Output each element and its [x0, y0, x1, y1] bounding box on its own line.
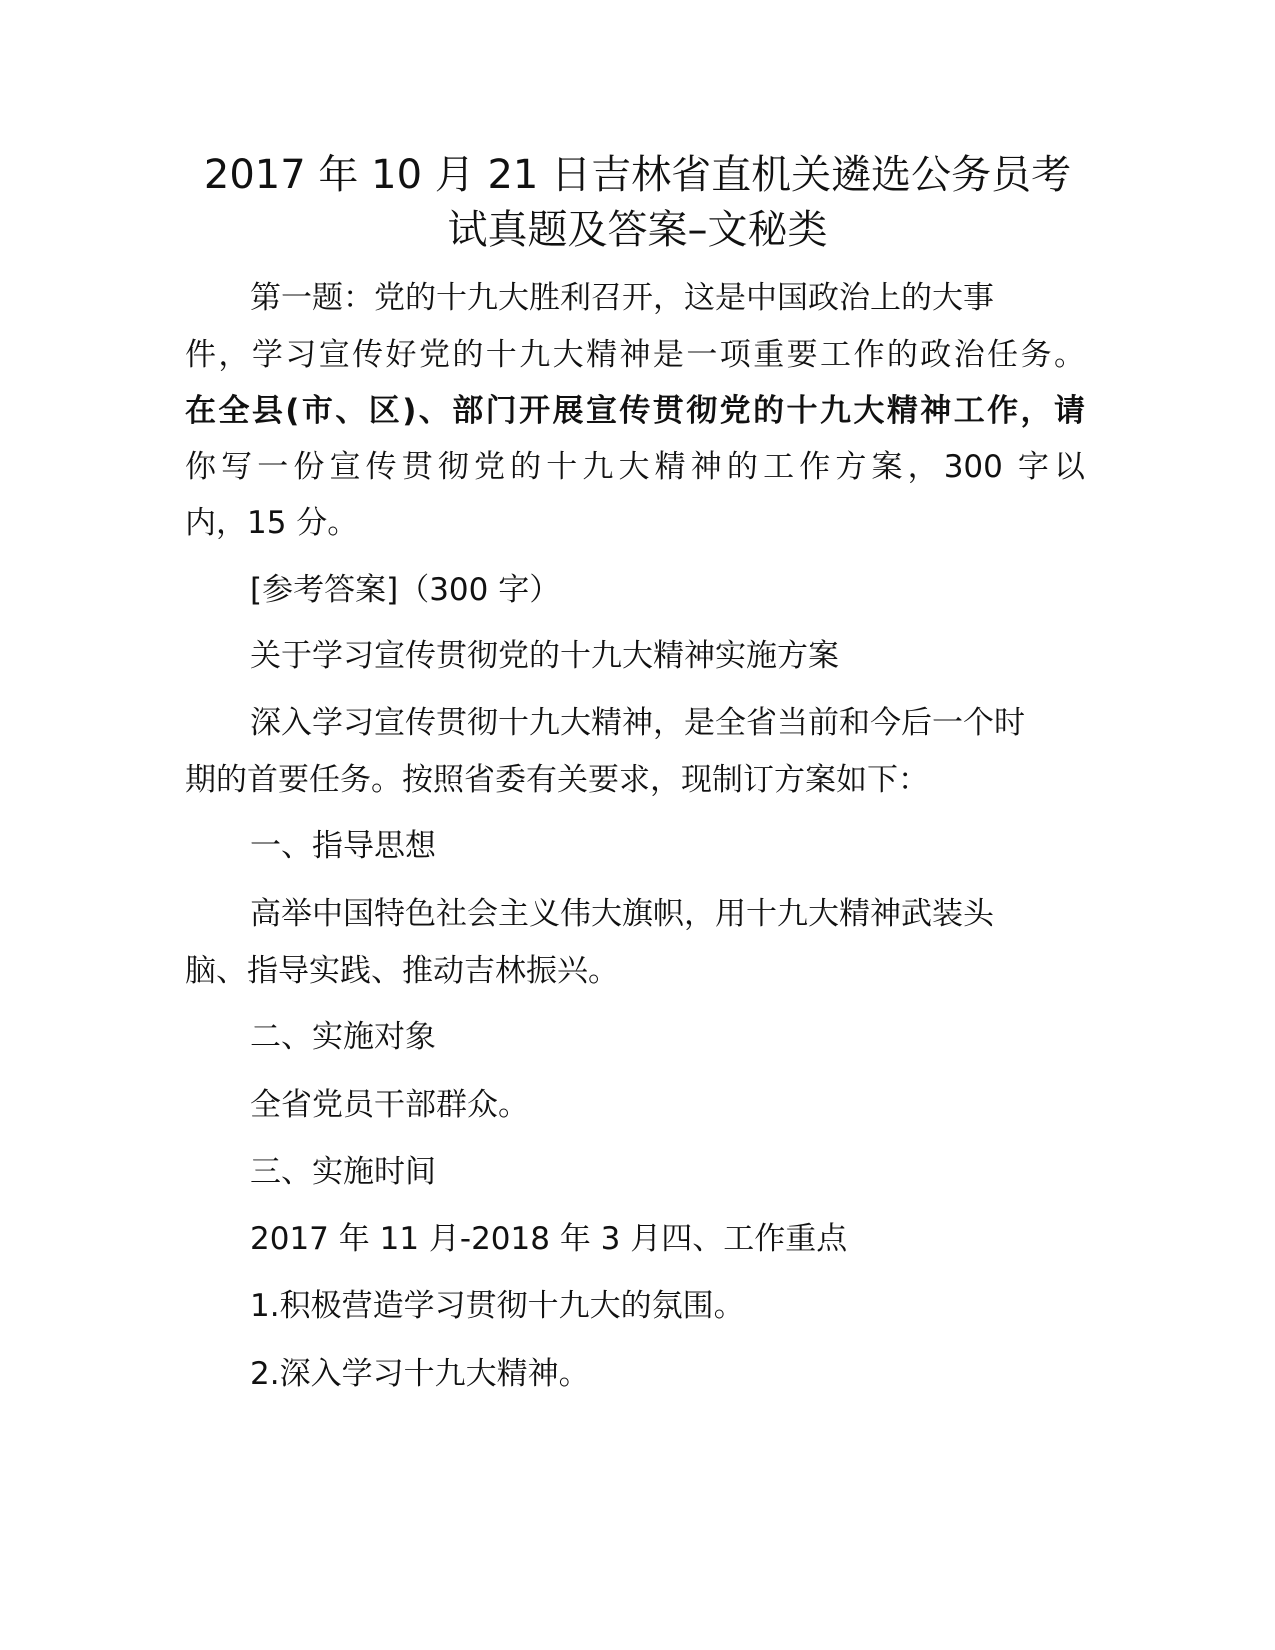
- section-2-text: 全省党员干部群众。: [250, 1087, 529, 1123]
- intro-line-2: 期的首要任务。按照省委有关要求，现制订方案如下：: [185, 762, 929, 798]
- intro-line-1: 深入学习宣传贯彻十九大精神，是全省当前和今后一个时: [250, 705, 1025, 741]
- list-item-1: 1.积极营造学习贯彻十九大的氛围。: [250, 1288, 745, 1324]
- question-line-2: 件，学习宣传好党的十九大精神是一项重要工作的政治任务。: [185, 337, 1085, 373]
- list-item-2: 2.深入学习十九大精神。: [250, 1356, 590, 1392]
- section-1-line-1: 高举中国特色社会主义伟大旗帜，用十九大精神武装头: [250, 896, 994, 932]
- section-3-title: 三、实施时间: [250, 1154, 436, 1190]
- section-1-line-2: 脑、指导实践、推动吉林振兴。: [185, 953, 619, 989]
- section-2-title: 二、实施对象: [250, 1019, 436, 1055]
- question-line-4: 你写一份宣传贯彻党的十九大精神的工作方案，300 字以: [185, 449, 1085, 485]
- question-line-1: 第一题：党的十九大胜利召开，这是中国政治上的大事: [250, 280, 994, 316]
- document-title-line-1: 2017 年 10 月 21 日吉林省直机关遴选公务员考: [203, 152, 1072, 198]
- question-line-3: 在全县(市、区)、部门开展宣传贯彻党的十九大精神工作，请: [185, 393, 1085, 429]
- document-title-line-2: 试真题及答案–文秘类: [447, 207, 828, 253]
- answer-label: [参考答案]（300 字）: [250, 572, 561, 608]
- answer-heading: 关于学习宣传贯彻党的十九大精神实施方案: [250, 638, 839, 674]
- question-line-5: 内，15 分。: [185, 505, 359, 541]
- section-1-title: 一、指导思想: [250, 828, 436, 864]
- section-3-text: 2017 年 11 月-2018 年 3 月四、工作重点: [250, 1221, 848, 1257]
